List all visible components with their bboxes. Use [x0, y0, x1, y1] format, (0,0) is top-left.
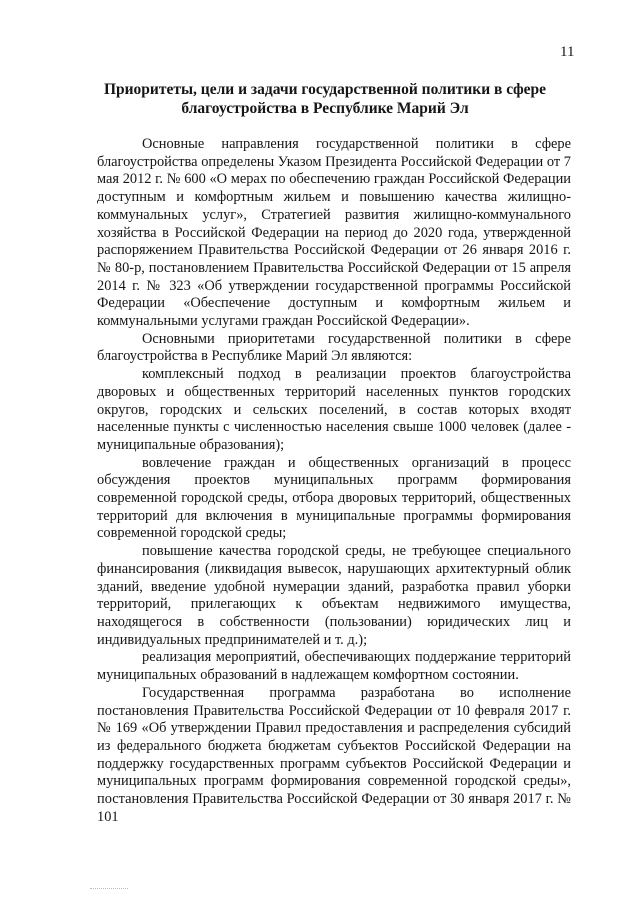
paragraph: вовлечение граждан и общественных организаций в процесс обсуждения проектов муниципальных программ формирования современной городской среды, отбора дворовых территорий, общественных территорий для включения в муниципальные программы формирования современной городской среды;	[97, 454, 571, 542]
paragraph: Государственная программа разработана во исполнение постановления Правительства Российской Федерации от 10 февраля 2017 г. № 169 «Об утверждении Правил предоставления и распределения субсидий из федерального бюджета бюджетам субъектов Российской Федерации на поддержку государственных программ субъектов Российской Федерации и муниципальных программ формирования современной городской среды», постановления Правительства Российской Федерации от 30 января 2017 г. № 101	[97, 684, 571, 825]
paragraph: реализация мероприятий, обеспечивающих поддержание территорий муниципальных образований в надлежащем комфортном состоянии.	[97, 649, 571, 684]
paragraph: Основные направления государственной политики в сфере благоустройства определены Указом Президента Российской Федерации от 7 мая 2012 г. № 600 «О мерах по обеспечению граждан Российской Федерации доступным и комфортным жильем и повышению качества жилищно-коммунальных услуг», Стратегией развития жилищно-коммунального хозяйства в Российской Федерации на период до 2020 года, утвержденной распоряжением Правительства Российской Федерации от 26 января 2016 г. № 80-р, постановлением Правительства Российской Федерации от 15 апреля 2014 г. № 323 «Об утверждении государственной программы Российской Федерации «Обеспечение доступным и комфортным жильем и коммунальными услугами граждан Российской Федерации».	[97, 136, 571, 330]
paragraph: Основными приоритетами государственной политики в сфере благоустройства в Республике Марий Эл являются:	[97, 330, 571, 365]
paragraph: комплексный подход в реализации проектов благоустройства дворовых и общественных территорий населенных пунктов городских округов, городских и сельских поселений, в состав которых входят населенные пункты с численностью населения свыше 1000 человек (далее - муниципальные образования);	[97, 366, 571, 453]
section-title: Приоритеты, цели и задачи государственной политики в сфере благоустройства в Республике Марий Эл	[103, 81, 547, 117]
document-body	[97, 136, 571, 826]
scan-artifact	[90, 888, 128, 891]
paragraph: повышение качества городской среды, не требующее специального финансирования (ликвидация вывесок, нарушающих архитектурный облик зданий, введение удобной нумерации зданий, разработка правил уборки территорий, прилегающих к объектам недвижимого имущества, находящегося в собственности (пользовании) юридических лиц и индивидуальных предпринимателей и т. д.);	[97, 543, 571, 648]
page-number: 11	[560, 44, 575, 60]
